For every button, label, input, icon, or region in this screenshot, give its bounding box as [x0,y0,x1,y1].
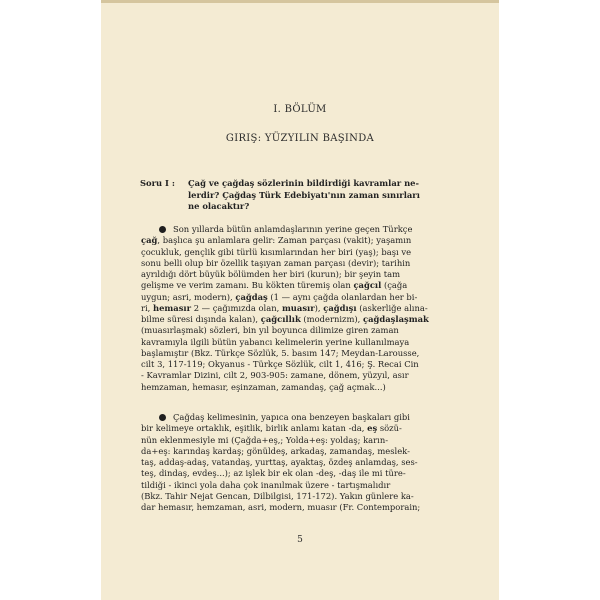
book-page [101,0,499,600]
text-line: tildiği - ikinci yola daha çok inanılmak üzere - tartışmalıdır [141,479,391,490]
text-line [141,235,477,246]
text-span: 2 — çağımızda olan, [191,302,282,313]
text-span: gelişme ve verim zamanı. Bu kökten türemiş olan [141,280,354,291]
question-line: ne olacaktır? [188,201,250,211]
bullet-icon [159,226,166,233]
text-span: , başlıca şu anlamlara gelir: Zaman parçası (vakit); yaşamın [157,235,412,246]
bold-term: çağdaş [235,291,268,302]
chapter-subtitle: GIRIŞ: YÜZYILIN BAŞINDA [225,133,375,144]
text-span: (askerliğe alına- [356,302,428,313]
text-span: ri, [141,302,154,313]
bold-term: eş [367,423,378,434]
page-number: 5 [297,535,303,545]
text-line: cilt 3, 117-119; Okyanus - Türkçe Sözlük, cilt 1, 416; Ş. Recai Cin [141,359,419,369]
bold-term: muasır [281,302,315,313]
paragraph-2 [141,412,477,513]
page-top-edge [101,0,499,3]
text-line: nün eklenmesiyle mi (Çağda+eş,; Yolda+eş: yoldaş; karın- [141,434,389,445]
text-line [141,224,477,235]
text-line: - Kavramlar Dizini, cilt 2, 903-905: zamane, dönem, yüzyıl, asır [141,370,409,381]
text-span: ), [314,302,324,313]
text-line: teş, dindaş, evdeş...); az işlek bir ek olan -deş, -daş ile mi türe- [141,468,406,479]
text-line: taş, addaş-adaş, vatandaş, yurttaş, ayaktaş, özdeş anlamdaş, ses- [141,457,418,467]
text-span: sözü- [377,423,402,434]
text-line [141,280,477,291]
text-span: bilme süresi dışında kalan), [141,314,261,324]
text-span: (modernizm), [300,314,364,324]
bold-term: hemasır [153,302,192,313]
bold-term: çağdaşlaşmak [363,314,429,324]
question-line: Çağ ve çağdaş sözlerinin bildirdiği kavramlar ne- [188,178,419,188]
text-span: uygun; asri, modern), [141,291,236,302]
bold-term: çağ [141,235,158,246]
question-line: lerdir? Çağdaş Türk Edebiyatı'nın zaman sınırları [188,189,420,200]
text-line: başlamıştır (Bkz. Türkçe Sözlük, 5. basım 147; Meydan-Larousse, [141,347,420,358]
bold-term: çağcıl [353,280,382,291]
text-line: sonu belli olup bir özellik taşıyan zaman parçası (devir); tarihin [141,257,411,268]
text-line [141,303,477,314]
text-line: hemzaman, hemasır, eşinzaman, zamandaş, çağ açmak...) [141,381,386,392]
text-line: ayrıldığı dört büyük bölümden her biri (kurun); bir şeyin tam [141,269,401,279]
text-line [141,292,477,303]
text-span: Çağdaş kelimesinin, yapıca ona benzeyen başkaları gibi [173,412,410,422]
bold-term: çağcıllık [260,314,301,324]
text-line: dar hemasır, hemzaman, asri, modern, muasır (Fr. Contemporain; [141,502,421,512]
text-line [141,412,477,423]
text-line: (muasırlaşmak) sözleri, bin yıl boyunca dilimize giren zaman [141,325,399,336]
text-span: (çağa [381,280,408,291]
bullet-icon [159,414,166,421]
text-line [141,423,477,434]
chapter-heading: I. BÖLÜM [273,104,327,115]
text-line [141,314,477,325]
text-line: (Bkz. Tahir Nejat Gencan, Dilbilgisi, 171-172). Yakın günlere ka- [141,490,414,501]
text-span: bir kelimeye ortaklık, eşitlik, birlik anlamı katan -da, [141,423,368,434]
text-span: (1 — aynı çağda olanlardan her bi- [267,291,418,302]
question-text [188,178,475,213]
text-span: Son yıllarda bütün anlamdaşlarının yerine geçen Türkçe [173,224,413,234]
text-line: çocukluk, gençlik gibi türlü kısımlarından her biri (yaş); başı ve [141,246,412,257]
bold-term: çağdışı [323,302,357,313]
question-label: Soru I : [140,178,175,188]
text-line: da+eş: karındaş kardaş; gönüldeş, arkadaş, zamandaş, meslek- [141,445,410,456]
text-line: kavramıyla ilgili bütün yabancı kelimelerin yerine kullanılmaya [141,336,410,347]
question-block [140,178,475,213]
paragraph-1 [141,224,477,393]
